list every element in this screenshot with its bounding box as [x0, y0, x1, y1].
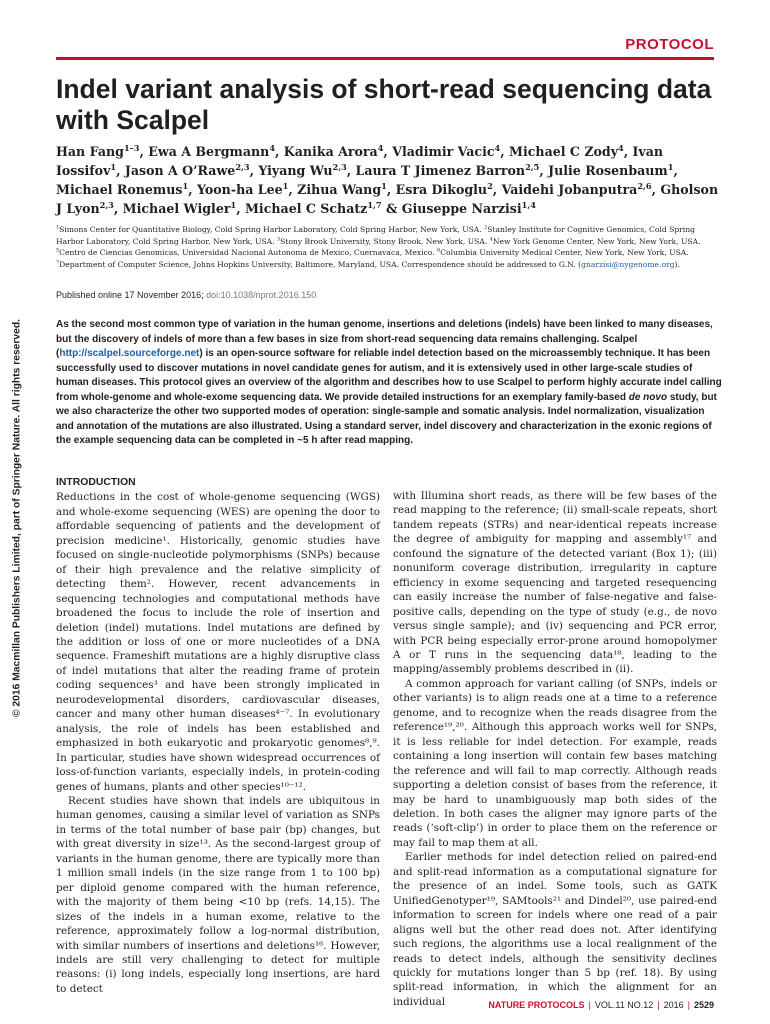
author-name: Michael C Schatz$^{1,7}$ [244, 199, 382, 216]
journal-name: NATURE PROTOCOLS [488, 1000, 585, 1010]
author-name: Esra Dikoglu$^2$ [395, 180, 493, 197]
introduction-heading: INTRODUCTION [56, 477, 136, 488]
header-rule [56, 57, 714, 60]
article-type-label: PROTOCOL [625, 36, 714, 53]
correspondence-note: Correspondence should be addressed to G.N. (gnarzisi@nygenome.org). [401, 259, 680, 269]
author-name: Zihua Wang$^1$ [297, 180, 387, 197]
author-name: Julie Rosenbaum$^1$ [548, 161, 674, 178]
author-name: Michael Wigler$^1$ [122, 199, 237, 216]
page-number: 2529 [693, 1000, 714, 1010]
author-name: Jason A O’Rawe$^{2,3}$ [124, 161, 250, 178]
scalpel-url-link[interactable]: http://scalpel.sourceforge.net [59, 348, 200, 359]
author-name: Ivan Iossifov$^1$ [56, 144, 664, 178]
affiliation-item: $^4$New York Genome Center, New York, New York, USA. [489, 236, 701, 246]
author-name: Han Fang$^{1-3}$ [56, 142, 140, 159]
article-title: Indel variant analysis of short-read sequencing data with Scalpel [56, 74, 712, 135]
copyright-notice: © 2016 Macmillan Publishers Limited, part of Springer Nature. All rights reserved. [11, 318, 23, 717]
doi-link[interactable]: doi:10.1038/nprot.2016.150 [206, 290, 317, 300]
affiliation-item: $^3$Stony Brook University, Stony Brook, New York, USA. [276, 236, 490, 246]
copyright-sidebar [8, 290, 26, 745]
author-name: Yoon-ha Lee$^1$ [196, 180, 289, 197]
publication-line [56, 290, 316, 300]
author-name: Gholson J Lyon$^{2,3}$ [56, 182, 719, 216]
intro-paragraph-4: A common approach for variant calling (of SNPs, indels or other variants) is to align reads one at a time to a reference genome, and to recognize when the reads disagree from the reference¹⁹,²⁰. Although this approach works well for SNPs, it is less reliable for indel detection. For example, reads containing a long insertion will contain few bases matching the reference and will fail to map correctly. Although reads supporting a deletion consist of bases from the reference, it may be hard to unambiguously map both sides of the deletion. In both cases the aligner may ignore parts of the reads (‘soft-clip’) in order to place them on the reference or may fail to map them at all. [393, 677, 717, 849]
correspondence-email[interactable]: gnarzisi@nygenome.org [581, 259, 675, 269]
intro-paragraph-3: with Illumina short reads, as there will be few bases of the read mapping to the reference; (ii) small-scale repeats, short tandem repeats (STRs) and near-identical repeats increase the degree of ambiguity for mapping and assembly¹⁷ and confound the signature of the detected variant (Box 1); (iii) nonuniform coverage distribution, irregularity in capture efficiency in exome sequencing and targeted resequencing can easily increase the number of false-negative and false-positive calls, depending on the type of study (e.g., de novo versus single sample); and (iv) sequencing and PCR error, with PCR being especially error-prone around homopolymer A or T runs in the sequencing data¹⁸, leading to the mapping/assembly problems described in (ii). [393, 490, 717, 676]
author-name: Yiyang Wu$^{2,3}$ [258, 161, 347, 178]
volume-issue: VOL.11 NO.12 [594, 1000, 654, 1010]
body-column-right [393, 489, 717, 1009]
author-name: Vladimir Vacic$^4$ [392, 142, 501, 159]
affiliations [56, 224, 724, 270]
intro-paragraph-1: Reductions in the cost of whole-genome sequencing (WGS) and whole-exome sequencing (WES) are opening the door to affordable sequencing of patients and the development of precision medicine¹. Historically, genomic studies have focused on single-nucleotide polymorphisms (SNPs) because of their high prevalence and the relative simplicity of detecting them². However, recent advancements in sequencing technologies and computational methods have broadened the focus to include the role of insertion and deletion (indel) mutations. Indel mutations are defined by the addition or loss of one or more nucleotides of a DNA sequence. Frameshift mutations are a highly disruptive class of indel mutations that alter the reading frame of protein coding sequences³ and have been strongly implicated in neurodevelopmental disorders, cardiovascular diseases, cancer and many other human diseases⁴⁻⁷. In evolutionary analysis, the role of indels has been established and emphasized in both eukaryotic and prokaryotic genomes⁸,⁹. In particular, studies have shown widespread occurrences of loss-of-function variants, especially indels, in protein-coding genes of humans, plants and other species¹⁰⁻¹². [56, 491, 380, 793]
affiliation-item: $^1$Simons Center for Quantitative Biology, Cold Spring Harbor Laboratory, Cold Spring Harbor, New York, USA. [56, 224, 485, 234]
published-date: Published online 17 November 2016; [56, 290, 204, 300]
author-name: Vaidehi Jobanputra$^{2,6}$ [501, 180, 652, 197]
page-footer: NATURE PROTOCOLS | VOL.11 NO.12 | 2016 | 2529 [488, 1000, 714, 1010]
affiliation-item: $^2$Stanley Institute for Cognitive Genomics, Cold Spring Harbor Laboratory, Cold Spring Harbor, New York, USA. [56, 224, 695, 246]
body-column-left [56, 476, 380, 996]
author-list: Han Fang$^{1-3}$, Ewa A Bergmann$^4$, Kanika Arora$^4$, Vladimir Vacic$^4$, Michael C Zody$^4$, Ivan Iossifov$^1$, Jason A O’Rawe$^{2,3}$, Yiyang Wu$^{2,3}$, Laura T Jimenez Barron$^{2,5}$, Julie Rosenbaum$^1$, Michael Ronemus$^1$, Yoon-ha Lee$^1$, Zihua Wang$^1$, Esra Dikoglu$^2$, Vaidehi Jobanputra$^{2,6}$, Gholson J Lyon$^{2,3}$, Michael Wigler$^1$, Michael C Schatz$^{1,7}$ & Giuseppe Narzisi$^{1,4}$ [56, 142, 719, 216]
author-name: Michael C Zody$^4$ [509, 142, 624, 159]
affiliation-item: $^7$Department of Computer Science, Johns Hopkins University, Baltimore, Maryland, USA. [56, 259, 402, 269]
year: 2016 [663, 1000, 684, 1010]
author-name: Kanika Arora$^4$ [283, 142, 384, 159]
author-name: Laura T Jimenez Barron$^{2,5}$ [355, 161, 540, 178]
abstract: As the second most common type of variation in the human genome, insertions and deletions (indels) have been linked to many diseases, but the discovery of indels of more than a few bases in size from short-read sequencing data remains challenging. Scalpel (http://scalpel.sourceforge.net) is an open-source software for reliable indel detection based on the microassembly technique. It has been successfully used to discover mutations in novel candidate genes for autism, and it is extensively used in other large-scale studies of human diseases. This protocol gives an overview of the algorithm and describes how to use Scalpel to perform highly accurate indel calling from whole-genome and whole-exome sequencing data. We provide detailed instructions for an exemplary family-based de novo study, but we also characterize the other two supported modes of operation: single-sample and somatic analysis. Indel normalization, visualization and annotation of the mutations are also illustrated. Using a standard server, indel discovery and characterization in the exonic regions of the example sequencing data can be completed in ~5 h after read mapping. [56, 319, 722, 446]
author-name: Giuseppe Narzisi$^{1,4}$ [401, 199, 536, 216]
intro-paragraph-2: Recent studies have shown that indels are ubiquitous in human genomes, causing a similar level of variation as SNPs in terms of the total number of base pair (bp) changes, but with great diversity in size¹³. As the second-largest group of variants in the human genome, there are typically more than 1 million small indels (in the size range from 1 to 100 bp) per diploid genome compared with the human reference, with the majority of them being <10 bp (refs. 14,15). The sizes of the indels in a human exome, relative to the reference, approximately follow a log-normal distribution, with similar numbers of insertions and deletions¹⁶. However, indels are still very challenging to detect for multiple reasons: (i) long indels, especially long insertions, are hard to detect [56, 794, 380, 995]
intro-paragraph-5: Earlier methods for indel detection relied on paired-end and split-read information as a computational signature for the presence of an indel. Some tools, such as GATK UnifiedGenotyper¹⁹, SAMtools²¹ and Dindel²⁰, use paired-end information to screen for indels where one read of a pair aligns well but the other read does not. After identifying such regions, the algorithms use a local realignment of the reads to detect indels, although the sensitivity declines quickly for mutations longer than 5 bp (ref. 18). By using split-read information, in which the alignment for an individual [393, 851, 717, 1008]
affiliation-item: $^5$Centro de Ciencias Genomicas, Universidad Nacional Autonoma de Mexico, Cuernavaca, Mexico. [56, 247, 438, 258]
author-name: Ewa A Bergmann$^4$ [148, 142, 276, 159]
affiliation-item: $^6$Columbia University Medical Center, New York, New York, USA. [437, 247, 689, 258]
author-name: Michael Ronemus$^1$ [56, 180, 189, 197]
